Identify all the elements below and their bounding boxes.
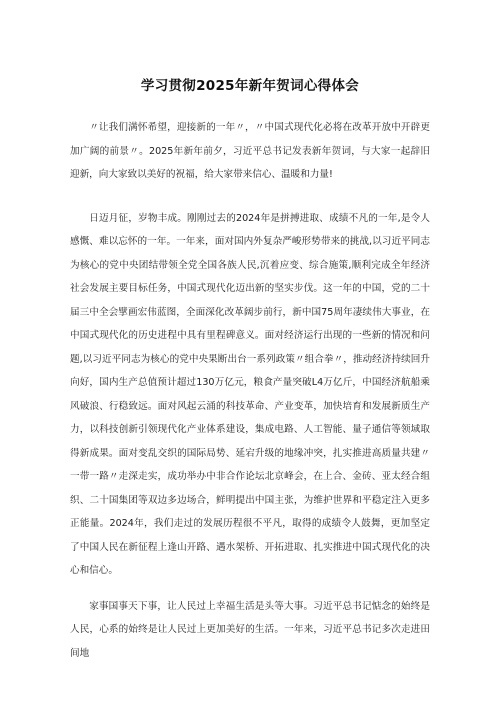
- document-title: 学习贯彻2025年新年贺词心得体会: [140, 78, 360, 94]
- paragraph-intro: 〃让我们满怀希望，迎接新的一年〃，〃中国式现代化必将在改革开放中开辟更加广阔的前景〃。2025年新年前夕，习近平总书记发表新年贺词，与大家一起辞旧迎新，向大家致以美好的祝福，给大家带来信心、温暖和力量!: [70, 122, 430, 180]
- paragraph-review-2024: 日迈月征，岁物丰成。刚刚过去的2024年是拼搏进取、成绩不凡的一年,是令人感慨、难以忘怀的一年。一年来，面对国内外复杂严峻形势带来的挑战,以习近平同志为核心的党中央团结带领全党全国各族人民,沉着应变、综合施策,顺利完成全年经济社会发展主要目标任务，中国式现代化迈出新的坚实步伐。这一年的中国，党的二十届三中全会擘画宏伟蓝图，全面深化改革阔步前行，新中国75周年凄续伟大事业，在中国式现代化的历史进程中具有里程碑意义。面对经济运行出现的一些新的情况和问题,以习近平同志为核心的党中央果断出台一系列政策〃组合拳〃，推动经济持续回升向好，国内生产总值预计超过130万亿元，粮食产量突破L4万亿斤，中国经济航船乘风破浪、行稳致远。面对风起云涌的科技革命、产业变革，加快培育和发展新质生产力，以科技创新引领现代化产业体系建设，集成电路、人工智能、量子通信等领域取得新成果。面对变乱交织的国际局势、延宕升级的地缘冲突，扎实推进高质量共建〃一带一路〃走深走实，成功举办中非合作论坛北京峰会，在上合、金砖、亚太经合组织、二十国集团等双边多边场合，鲜明提出中国主张，为维护世界和平稳定注入更多正能量。2024年，我们走过的发展历程很不平凡，取得的成绩令人鼓舞，更加坚定了中国人民在新征程上逢山开路、遇水架桥、开拓进取、扎实推进中国式现代化的决心和信心。: [70, 212, 430, 576]
- paragraph-people-wellbeing: 家事国事天下事，让人民过上幸福生活是头等大事。习近平总书记惦念的始终是人民，心系的始终是让人民过上更加美好的生活。一年来，习近平总书记多次走进田间地: [70, 600, 430, 659]
